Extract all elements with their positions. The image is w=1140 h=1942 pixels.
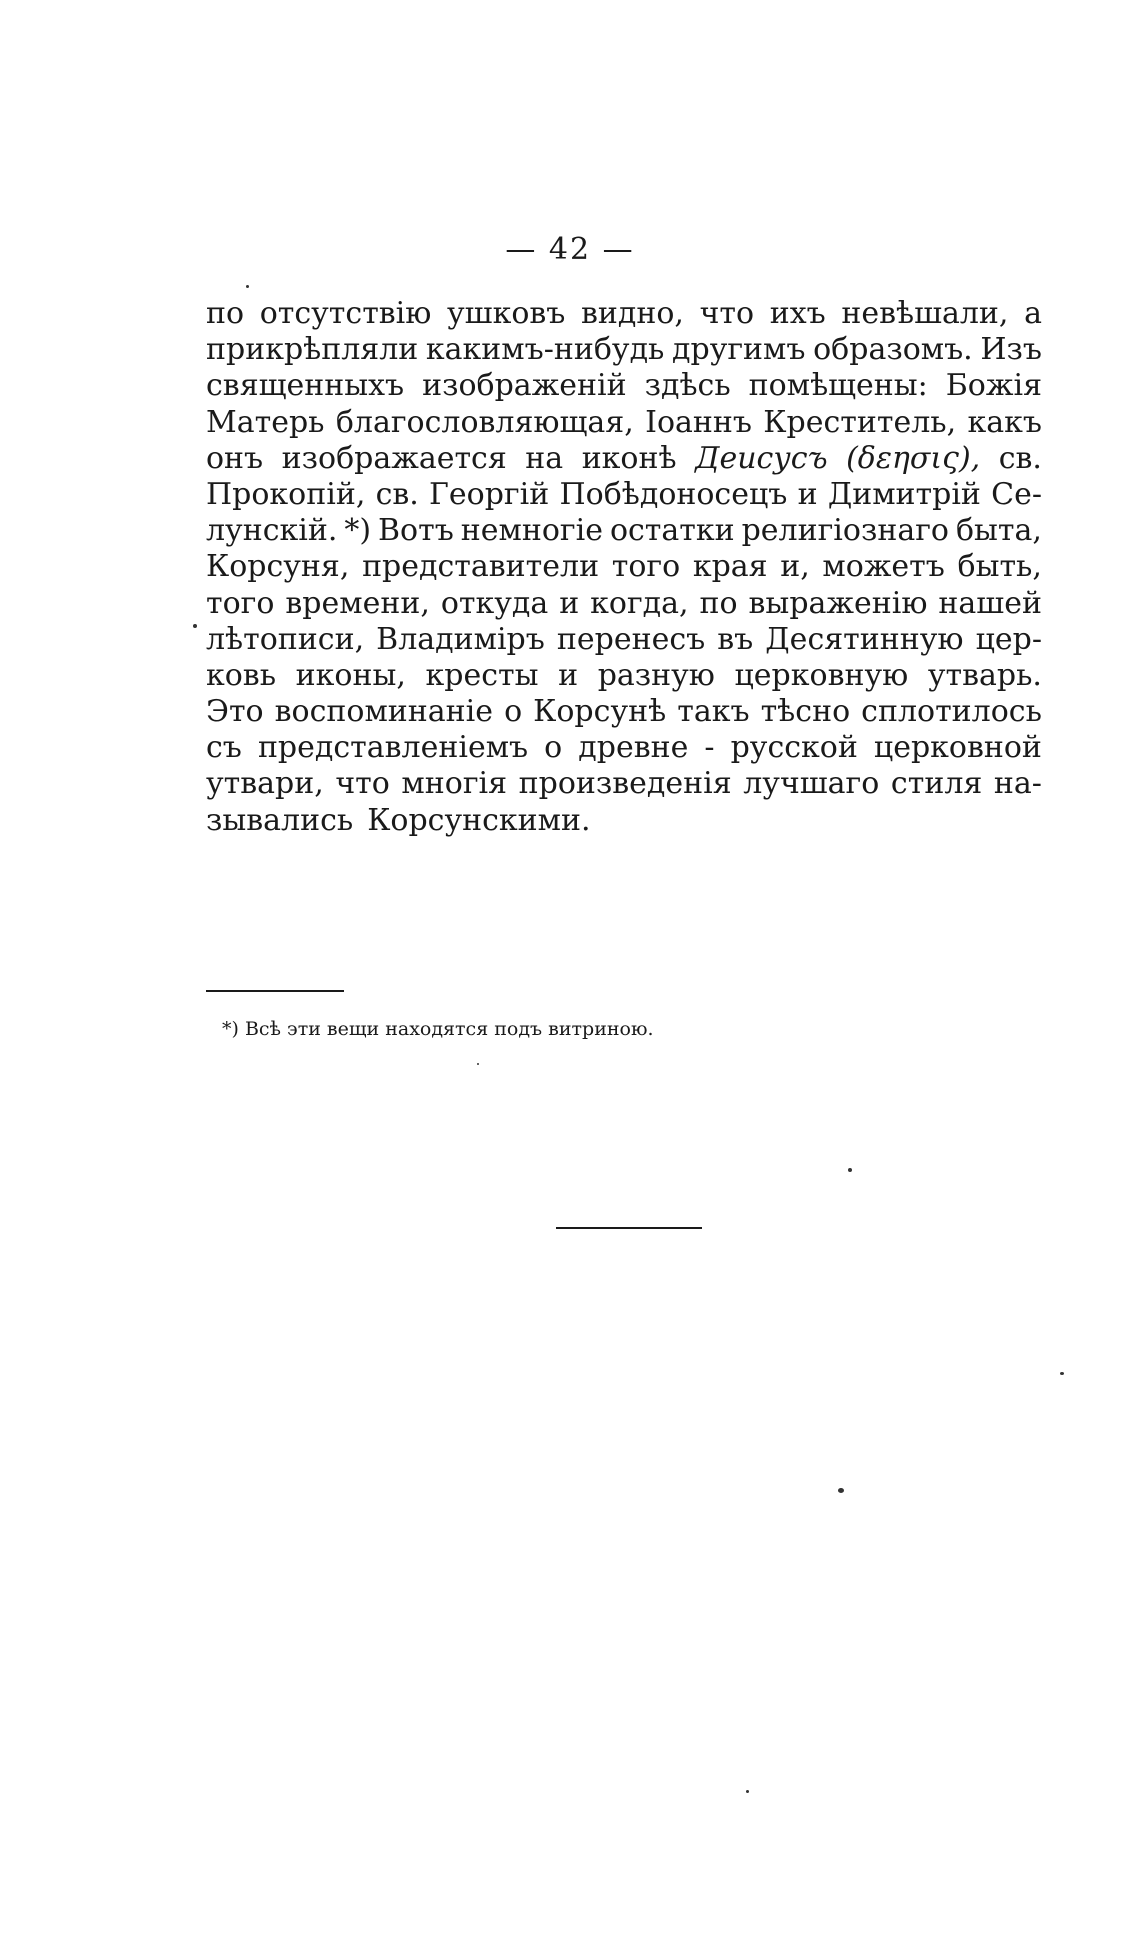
text-line: [206, 441, 1042, 477]
word: видно,: [581, 296, 684, 331]
word: благословляющая,: [335, 404, 634, 440]
print-speck: [848, 1168, 852, 1172]
text-line: [206, 586, 1042, 622]
text-line: [206, 513, 1042, 549]
word: о: [544, 730, 563, 766]
word: прикрѣпляли: [206, 332, 419, 368]
word: церковную: [734, 657, 909, 693]
print-speck: [477, 1063, 479, 1065]
word: образомъ.: [813, 332, 973, 368]
word: (δεησις),: [846, 440, 981, 476]
text-line: [206, 332, 1042, 368]
word: откуда: [440, 585, 549, 621]
word: по: [206, 296, 245, 331]
word: русской: [730, 730, 858, 766]
word: св.: [998, 440, 1042, 476]
word: по: [699, 585, 738, 621]
word: Это: [206, 694, 264, 730]
word: какимъ-нибудь: [425, 332, 665, 368]
word: иконы,: [295, 657, 406, 693]
word: утвари,: [206, 766, 324, 802]
word: лучшаго: [743, 766, 880, 802]
word: священныхъ: [206, 368, 405, 404]
word: а: [1024, 296, 1042, 331]
word: можетъ: [822, 549, 945, 585]
word: нашей: [938, 585, 1042, 621]
word: *): [344, 513, 372, 549]
print-speck: [246, 285, 249, 288]
word: ушковъ: [447, 296, 566, 331]
word: многія: [401, 766, 508, 802]
word: ихъ: [769, 296, 826, 331]
text-line: [206, 549, 1042, 585]
word: Изъ: [980, 332, 1042, 368]
word: представленіемъ: [257, 730, 529, 766]
word: здѣсь: [644, 368, 731, 404]
word: того: [611, 549, 681, 585]
word: быть,: [957, 549, 1042, 585]
word: произведенія: [518, 766, 732, 802]
word: воспоминаніе: [274, 694, 494, 730]
word: Деисусъ: [695, 440, 828, 476]
text-line: [206, 296, 1042, 332]
word: разную: [597, 657, 715, 693]
word: другимъ: [672, 332, 806, 368]
word: невѣшали,: [841, 296, 1009, 331]
word: изображается: [281, 440, 507, 476]
word: когда,: [590, 585, 689, 621]
word: о: [504, 694, 523, 730]
text-line: [206, 477, 1042, 513]
word: изображеній: [422, 368, 627, 404]
word: Димитрій: [827, 476, 981, 512]
word: св.: [375, 476, 419, 512]
word: на-: [993, 766, 1042, 802]
word: отсутствію: [259, 296, 432, 331]
word: помѣщены:: [748, 368, 928, 404]
word: Корсуня,: [206, 549, 350, 585]
text-line: [206, 622, 1042, 658]
word: Матерь: [206, 404, 325, 440]
word: быта,: [955, 513, 1042, 549]
word: цер-: [975, 621, 1042, 657]
word: стиля: [890, 766, 983, 802]
text-line: [206, 658, 1042, 694]
word: Десятинную: [765, 621, 964, 657]
word: -: [704, 730, 715, 766]
end-rule: [556, 1227, 702, 1229]
word: утварь.: [927, 657, 1042, 693]
word: Креститель,: [763, 404, 957, 440]
word: онъ: [206, 440, 264, 476]
word: края: [692, 549, 768, 585]
word: какъ: [967, 404, 1042, 440]
word: кресты: [425, 657, 539, 693]
text-line: [206, 730, 1042, 766]
word: Корсунѣ: [533, 694, 667, 730]
word: Іоаннъ: [645, 404, 752, 440]
body-text: [206, 296, 1042, 839]
word: сплотилось: [861, 694, 1042, 730]
word: древне: [578, 730, 689, 766]
word: религіознаго: [741, 513, 949, 549]
word: въ: [717, 621, 754, 657]
word: ковь: [206, 657, 277, 693]
word: Владиміръ: [376, 621, 545, 657]
word: остатки: [609, 513, 735, 549]
word: церковной: [873, 730, 1042, 766]
word: что: [699, 296, 755, 331]
text-line: [206, 368, 1042, 404]
word: такъ: [677, 694, 750, 730]
print-speck: [838, 1488, 844, 1493]
word: Корсунскими.: [367, 802, 591, 838]
word: Георгій: [429, 476, 550, 512]
word: перенесъ: [556, 621, 706, 657]
word: и: [558, 657, 579, 693]
word: Божія: [945, 368, 1042, 404]
word: иконѣ: [581, 440, 677, 476]
page-number: — 42 —: [505, 232, 635, 267]
word: съ: [206, 730, 242, 766]
print-speck: [193, 624, 197, 628]
word: Побѣдоносецъ: [559, 476, 788, 512]
text-line: [206, 694, 1042, 730]
word: того: [206, 585, 275, 621]
word: и: [559, 585, 580, 621]
word: и,: [780, 549, 810, 585]
word: представители: [362, 549, 600, 585]
text-line: [206, 405, 1042, 441]
word: времени,: [285, 585, 430, 621]
word: и: [797, 476, 818, 512]
word: зывались: [206, 802, 354, 838]
footnote: *) Всѣ эти вещи находятся подъ витриною.: [222, 1018, 654, 1040]
footnote-rule: [206, 990, 344, 992]
word: выраженію: [748, 585, 928, 621]
word: Вотъ: [378, 513, 454, 549]
word: тѣсно: [760, 694, 851, 730]
word: что: [335, 766, 390, 802]
word: лѣтописи,: [206, 621, 365, 657]
word: Се-: [991, 476, 1042, 512]
word: лунскій.: [206, 513, 338, 549]
word: Прокопій,: [206, 476, 366, 512]
word: на: [525, 440, 564, 476]
print-speck: [1060, 1372, 1064, 1375]
text-line: [206, 766, 1042, 802]
word: немногіе: [460, 513, 603, 549]
print-speck: [746, 1790, 749, 1793]
text-line: [206, 803, 1042, 839]
